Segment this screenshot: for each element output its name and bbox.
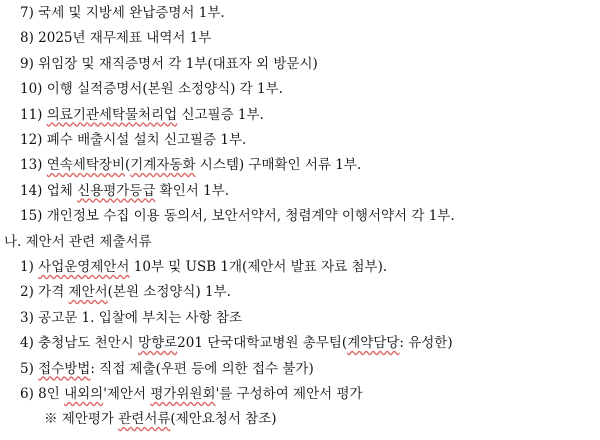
document-line [20, 127, 246, 153]
line-text: : 유성한) [399, 335, 453, 352]
spellcheck-flagged-text: 연속세탁장비 [46, 157, 125, 174]
document-line [20, 76, 283, 102]
document-line [20, 152, 361, 178]
line-text: 시스템) 구매확인 서류 1부. [195, 157, 362, 174]
line-text: 12) 폐수 배출시설 설치 신고필증 1부. [20, 132, 247, 148]
line-text: 6) 8인 [20, 386, 65, 402]
line-text: 5) [20, 360, 39, 377]
line-text: 10) 이행 실적증명서(본원 소정양식) 각 1부. [20, 81, 283, 98]
spellcheck-flagged-text: 평가위원회 [150, 386, 216, 402]
spellcheck-flagged-text: 계약담당 [347, 335, 400, 352]
line-text: 나. 제안서 관련 제출서류 [4, 233, 152, 250]
line-text: (본원 소정양식) 1부. [107, 284, 231, 301]
document-line [20, 254, 387, 280]
document-line [20, 0, 225, 26]
line-text: '를 구성하여 제안서 평가 [215, 386, 363, 402]
line-text: 1) [20, 259, 39, 275]
line-text: 3) 공고문 1. 입찰에 부치는 사항 참조 [20, 309, 243, 326]
line-text: 4) 충청남도 천안시 [20, 335, 139, 352]
document-line [4, 229, 152, 255]
line-text: : 직접 제출(우편 등에 의한 접수 불가) [90, 360, 314, 377]
line-text: 신고필증 1부. [177, 106, 264, 123]
line-text: 2) 가격 [20, 284, 69, 301]
line-text: 14) 업체 [20, 182, 78, 199]
line-text: 8) 2025년 재무제표 내역서 1부 [20, 30, 212, 47]
spellcheck-flagged-text: 신용평가등급 [77, 182, 156, 199]
line-text: ※ 제안평가 [44, 411, 119, 428]
document-line [20, 279, 231, 305]
spellcheck-flagged-text: 망향로 [138, 335, 178, 352]
spellcheck-flagged-text: 접수방법 [38, 360, 91, 377]
spellcheck-flagged-text: 내외의 [64, 386, 104, 402]
spellcheck-flagged-text: 관련서류 [118, 411, 171, 428]
line-text: 7) 국세 및 지방세 완납증명서 1부. [20, 5, 225, 21]
document-line [20, 305, 242, 331]
line-text: '제안서 [103, 386, 151, 402]
line-text: 201 단국대학교병원 총무팀( [177, 335, 348, 352]
line-text: 9) 위임장 및 재직증명서 각 1부(대표자 외 방문시) [20, 55, 318, 72]
spellcheck-flagged-text: 기계자동화 [130, 157, 196, 174]
line-text: 11) [20, 106, 47, 123]
document-line [20, 102, 264, 128]
document-line [44, 406, 277, 432]
line-text: 10부 및 USB 1개(제안서 발표 자료 첨부). [129, 259, 388, 275]
document-line [20, 25, 211, 51]
line-text: 확인서 1부. [155, 182, 230, 199]
document-line [20, 51, 318, 77]
spellcheck-flagged-text: 의료기관세탁물처리업 [46, 106, 178, 123]
document-line [20, 330, 453, 356]
spellcheck-flagged-text: 제안서 [68, 284, 108, 301]
document-line [20, 356, 314, 382]
line-text: (제안요청서 참조) [170, 411, 277, 428]
spellcheck-flagged-text: 사업운영제안서 [38, 259, 130, 275]
line-text: 13) [20, 157, 47, 174]
document-line [20, 381, 363, 407]
line-text: ( [125, 157, 131, 174]
document-line [20, 178, 229, 204]
line-text: 15) 개인정보 수집 이용 동의서, 보안서약서, 청렴계약 이행서약서 각 1부. [20, 208, 455, 225]
document-line [20, 203, 455, 229]
